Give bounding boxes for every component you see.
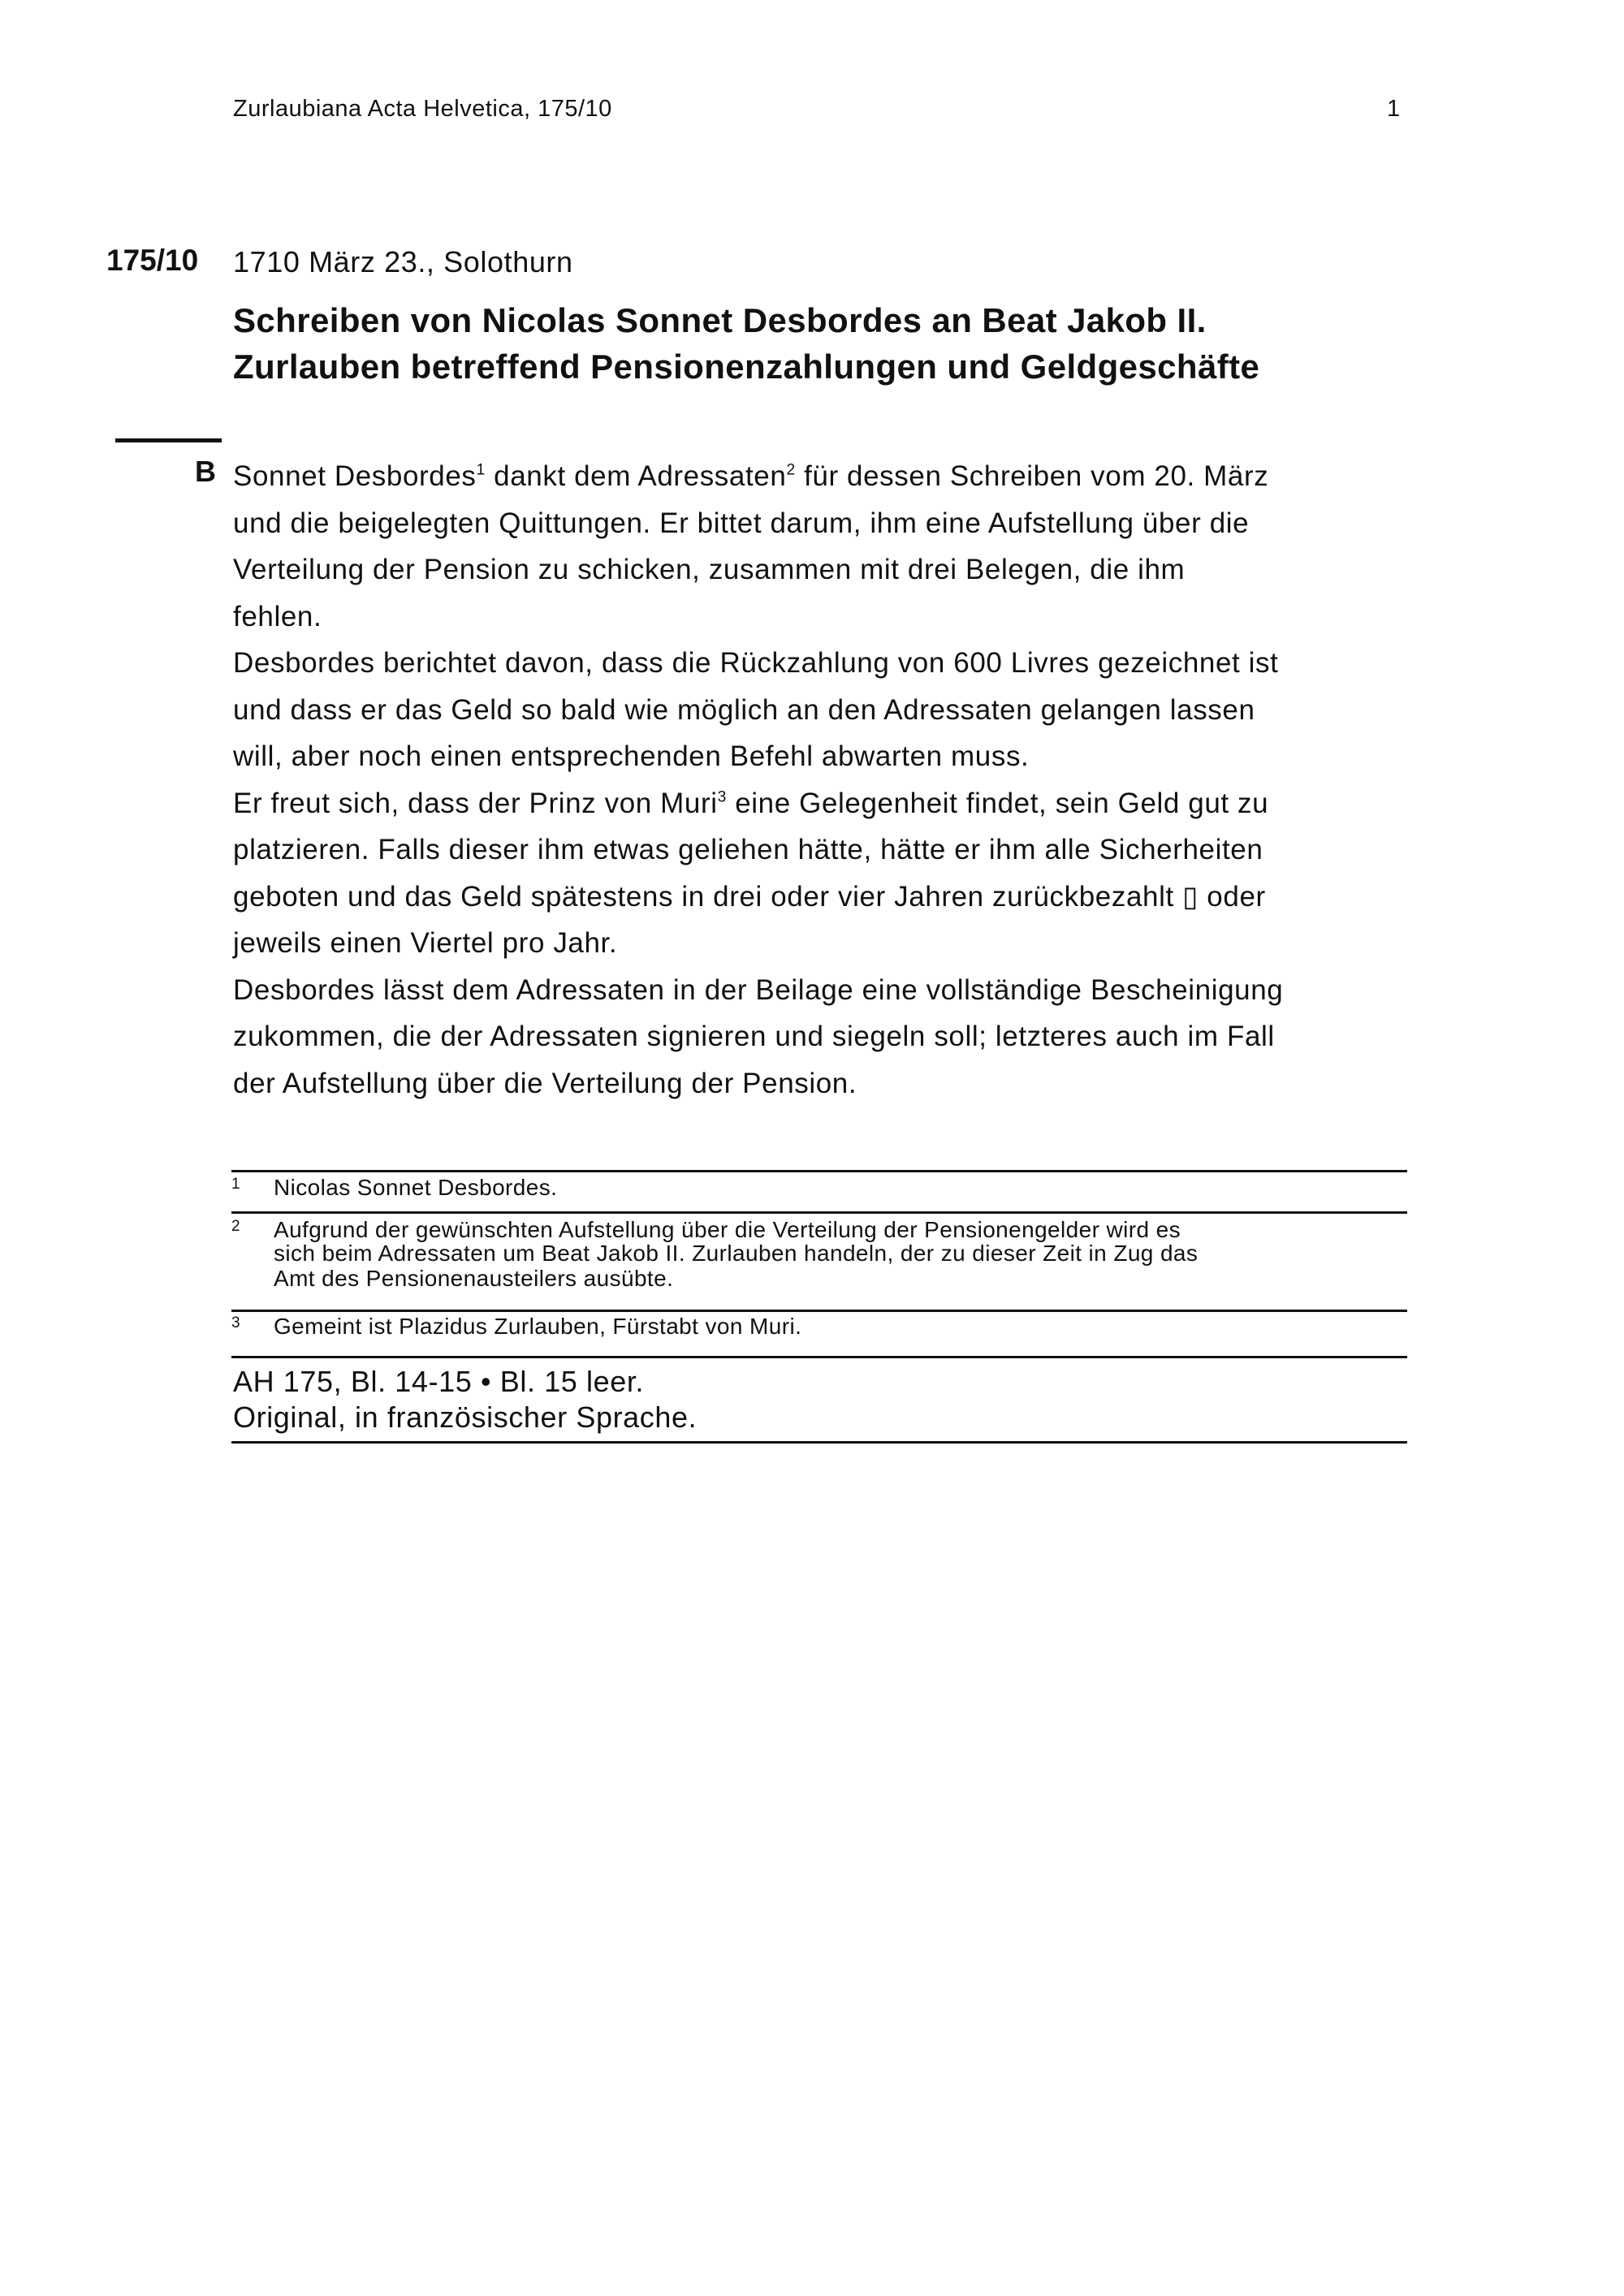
- footnote-text: Gemeint ist Plazidus Zurlauben, Fürstabt von Muri.: [274, 1314, 802, 1339]
- body-line: Desbordes lässt dem Adressaten in der Beilage eine vollständige Bescheinigung: [233, 973, 1284, 1006]
- footnote-text: Nicolas Sonnet Desbordes.: [274, 1175, 558, 1200]
- text: dankt dem Adressaten: [485, 460, 787, 492]
- body-line: [233, 780, 1283, 827]
- source-line: Original, in französischer Sprache.: [233, 1400, 698, 1434]
- source-rule-top: [231, 1356, 1407, 1358]
- source-note: [233, 1364, 697, 1435]
- footnote-rule: [231, 1310, 1407, 1312]
- text: für dessen Schreiben vom 20. März: [795, 460, 1269, 492]
- footnote-text: Amt des Pensionenausteilers ausübte.: [274, 1266, 674, 1291]
- body-line: jeweils einen Viertel pro Jahr.: [233, 927, 618, 959]
- running-header: Zurlaubiana Acta Helvetica, 175/10: [233, 96, 612, 122]
- body-line: fehlen.: [233, 600, 322, 632]
- body-line: platzieren. Falls dieser ihm etwas geliehen hätte, hätte er ihm alle Sicherheiten: [233, 834, 1263, 865]
- footnote-text: sich beim Adressaten um Beat Jakob II. Zurlauben handeln, der zu dieser Zeit in Zug das: [274, 1241, 1199, 1266]
- document-number: 175/10: [106, 244, 199, 277]
- body-line: Desbordes berichtet davon, dass die Rückzahlung von 600 Livres gezeichnet ist: [233, 647, 1279, 679]
- text: eine Gelegenheit findet, sein Geld gut zu: [726, 787, 1269, 819]
- summary-body: [233, 453, 1283, 1107]
- body-line: und dass er das Geld so bald wie möglich an den Adressaten gelangen lassen: [233, 693, 1255, 726]
- body-line: [233, 453, 1283, 500]
- body-line: zukommen, die der Adressaten signieren und siegeln soll; letzteres auch im Fall: [233, 1021, 1275, 1052]
- text: Er freut sich, dass der Prinz von Muri: [233, 787, 718, 819]
- footnote-ref[interactable]: 2: [786, 461, 796, 479]
- section-rule: [115, 438, 222, 442]
- footnote-number: 1: [231, 1176, 240, 1193]
- entry-title: [233, 297, 1259, 390]
- body-line: Verteilung der Pension zu schicken, zusammen mit drei Belegen, die ihm: [233, 554, 1186, 585]
- footnote-ref[interactable]: 3: [717, 788, 727, 806]
- footnote-number: 3: [231, 1314, 240, 1331]
- source-rule-bottom: [231, 1441, 1407, 1444]
- footnote-ref[interactable]: 1: [476, 461, 486, 479]
- footnote-text: Aufgrund der gewünschten Aufstellung über die Verteilung der Pensionengelder wird es: [274, 1217, 1181, 1242]
- footnote-rule: [231, 1211, 1407, 1214]
- body-line: will, aber noch einen entsprechenden Befehl abwarten muss.: [233, 740, 1030, 772]
- source-line: AH 175, Bl. 14-15 • Bl. 15 leer.: [233, 1365, 645, 1398]
- section-marker: B: [195, 455, 216, 488]
- page-number: 1: [1387, 96, 1401, 122]
- title-line: Schreiben von Nicolas Sonnet Desbordes an Beat Jakob II.: [233, 301, 1207, 339]
- body-line: und die beigelegten Quittungen. Er bittet darum, ihm eine Aufstellung über die: [233, 507, 1250, 539]
- footnote-rule: [231, 1170, 1407, 1172]
- title-line: Zurlauben betreffend Pensionenzahlungen und Geldgeschäfte: [233, 347, 1260, 386]
- body-line: der Aufstellung über die Verteilung der Pension.: [233, 1067, 857, 1099]
- text: Sonnet Desbordes: [233, 460, 477, 492]
- date-place: 1710 März 23., Solothurn: [233, 245, 573, 278]
- footnote-number: 2: [231, 1218, 240, 1235]
- body-line: geboten und das Geld spätestens in drei oder vier Jahren zurückbezahlt ▯ oder: [233, 880, 1266, 913]
